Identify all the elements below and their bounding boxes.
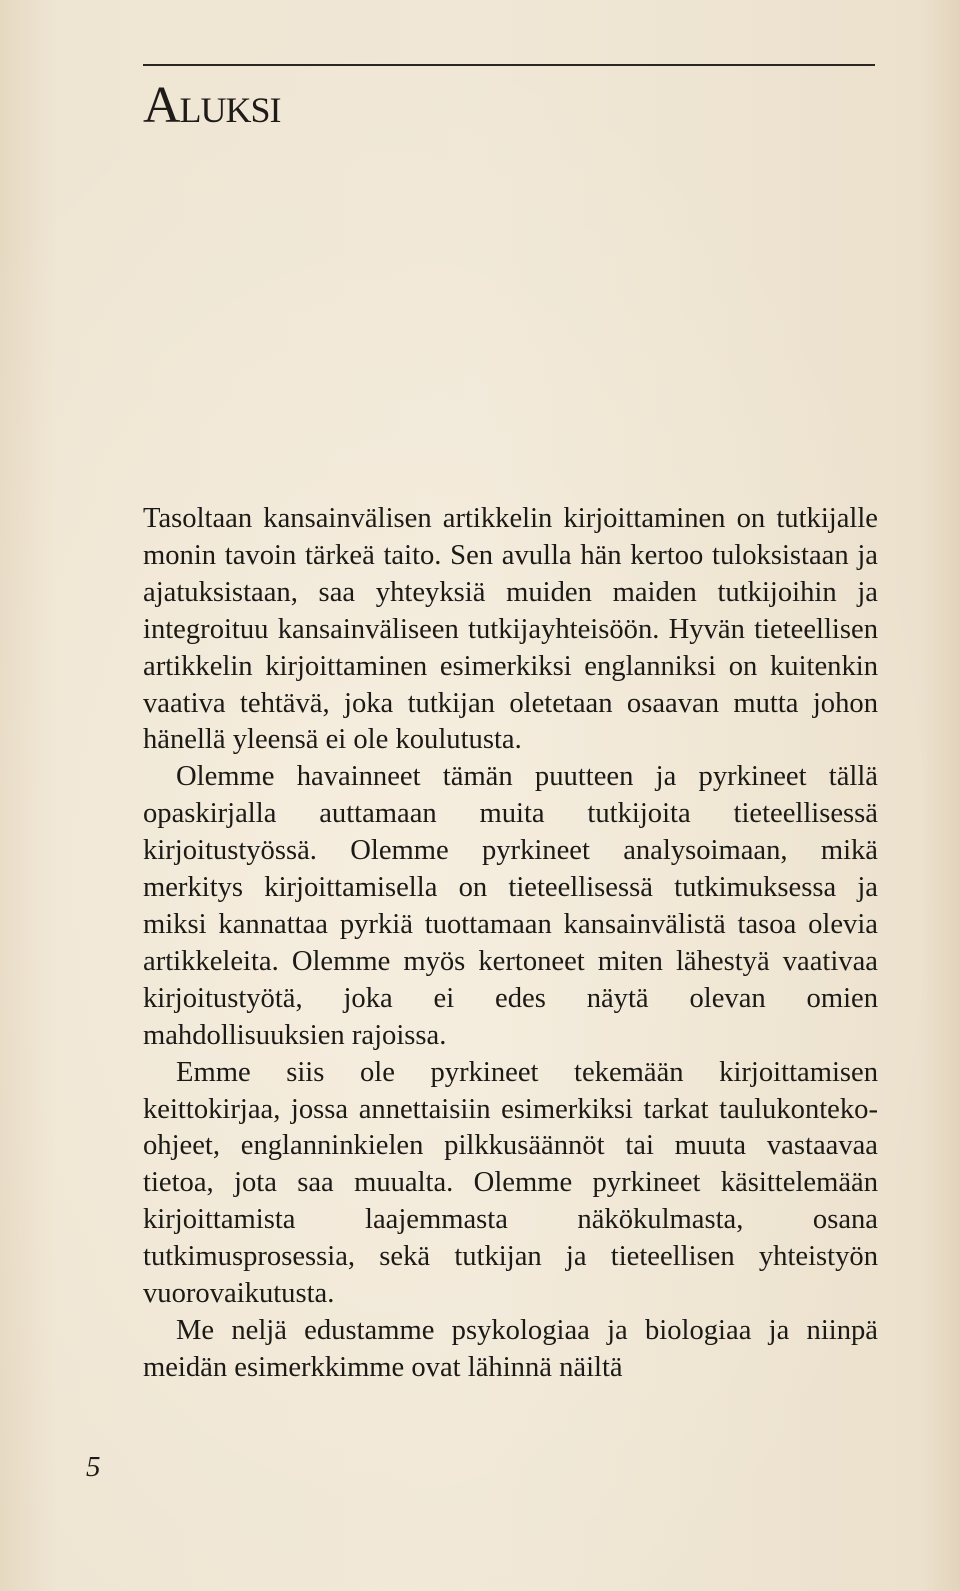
page-number: 5	[86, 1451, 101, 1483]
chapter-rule	[143, 64, 875, 66]
paragraph: Olemme havainneet tämän puutteen ja pyrkineet tällä opaskirjalla auttamaan muita tutkijoita tieteellisessä kirjoitustyössä. Olemme pyrkineet analysoimaan, mikä merkitys kirjoittamisella on tieteellisessä tutkimuksessa ja miksi kannattaa pyrkiä tuottamaan kansainvälistä tasoa olevia artikkeleita. Olemme myös kertoneet miten lähestyä vaativaa kirjoitustyötä, joka ei edes näytä olevan omien mahdollisuuksien rajoissa.	[143, 761, 878, 1051]
chapter-title: Aluksi	[143, 77, 281, 134]
paragraph: Me neljä edustamme psykologiaa ja biologiaa ja niinpä meidän esimerkkimme ovat lähinnä näiltä	[143, 1314, 878, 1383]
paragraph: Tasoltaan kansainvälisen artikkelin kirjoittaminen on tutkijalle monin tavoin tärkeä taito. Sen avulla hän kertoo tuloksistaan ja ajatuksistaan, saa yhteyksiä muiden maiden tutkijoihin ja integroituu kansainväliseen tutkijayhteisöön. Hyvän tieteellisen artikkelin kirjoittaminen esimerkiksi englanniksi on kuitenkin vaativa tehtävä, joka tutkijan oletetaan osaavan mutta johon hänellä yleensä ei ole koulutusta.	[143, 503, 878, 756]
paragraph: Emme siis ole pyrkineet tekemään kirjoittamisen keittokirjaa, jossa annettaisiin esimerkiksi tarkat taulukonteko-ohjeet, englanninkielen pilkkusäännöt tai muuta vastaavaa tietoa, jota saa muualta. Olemme pyrkineet käsittelemään kirjoittamista laajemmasta näkökulmasta, osana tutkimusprosessia, sekä tutkijan ja tieteellisen yhteistyön vuorovaikutusta.	[143, 1056, 878, 1310]
body-text	[143, 501, 878, 1387]
